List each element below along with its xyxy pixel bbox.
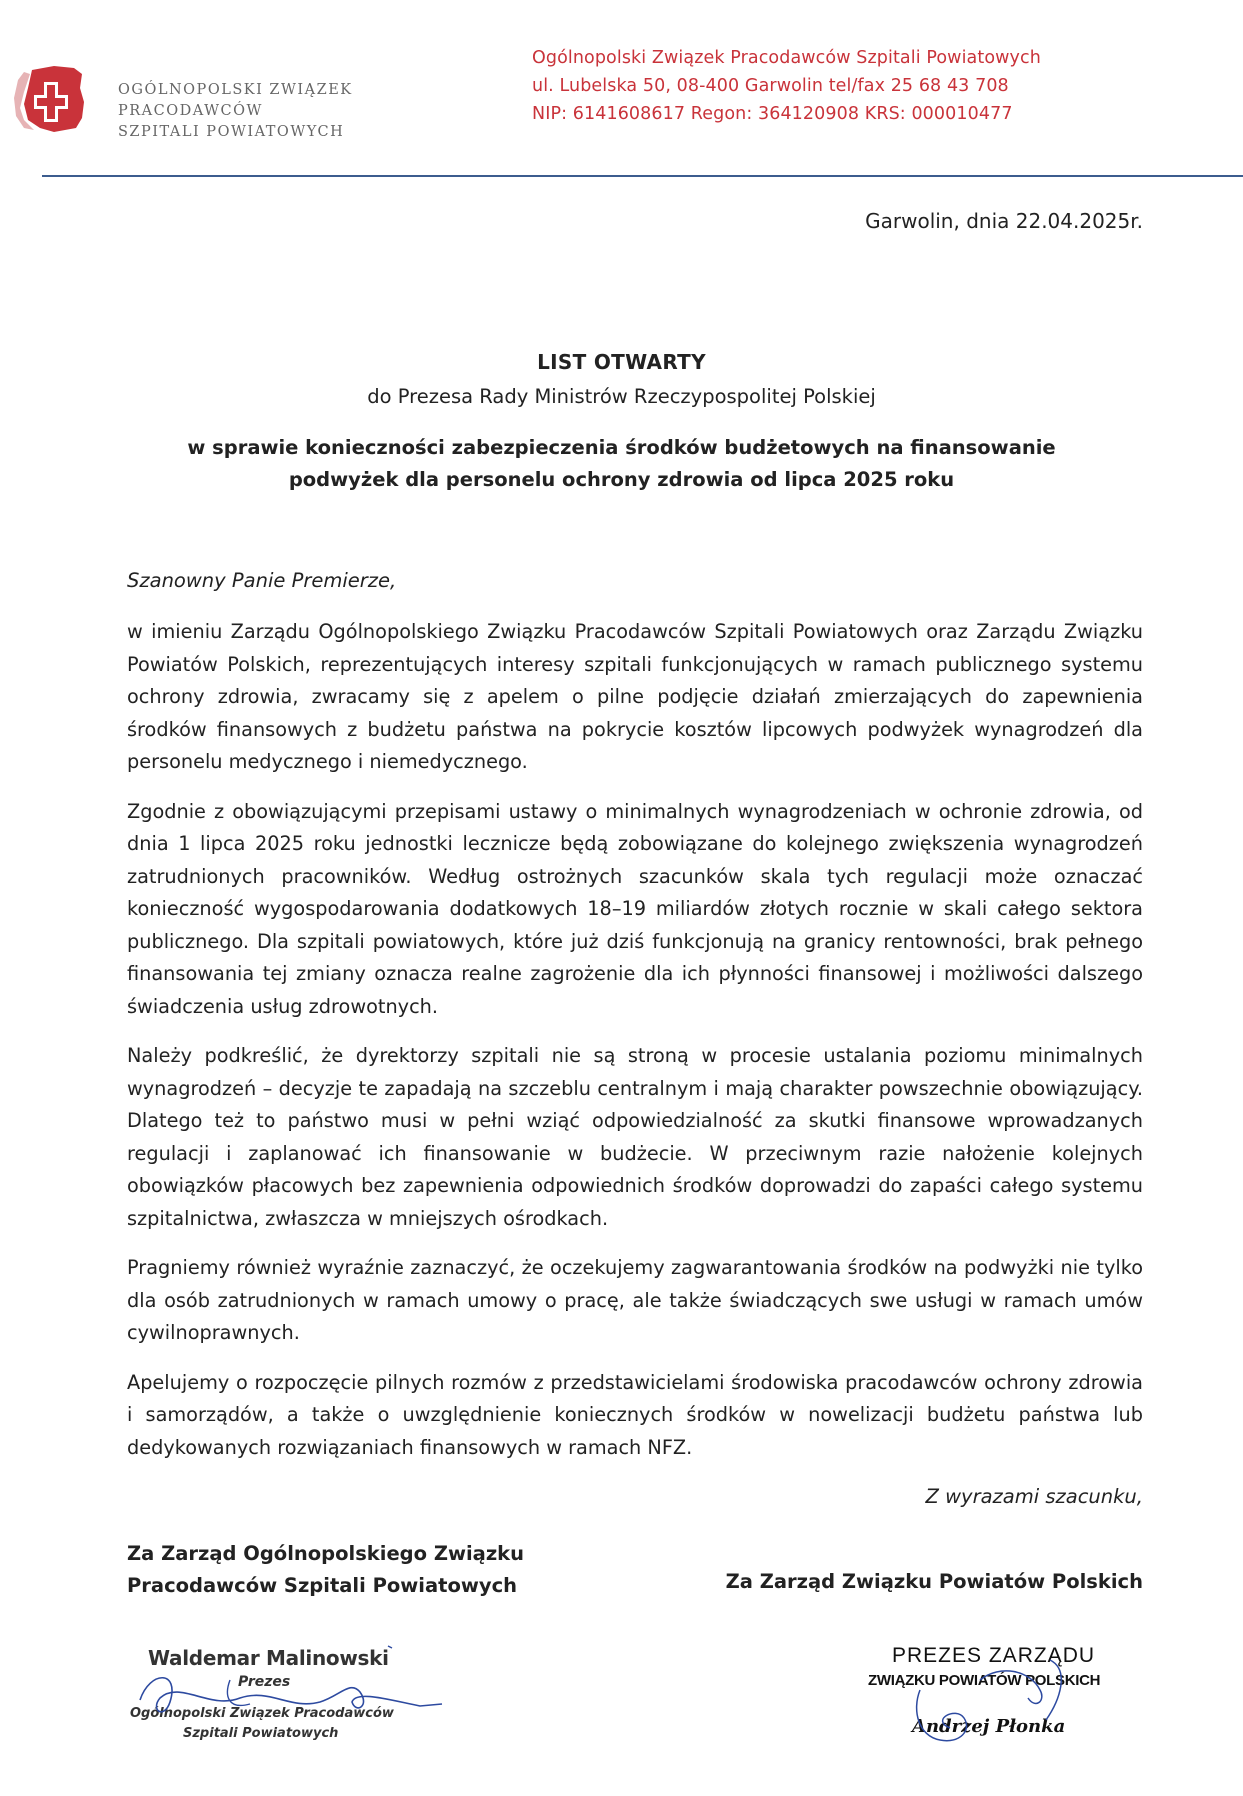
signatory-left-line-1: Za Zarząd Ogólnopolskiego Związku	[127, 1542, 525, 1565]
letter-date: Garwolin, dnia 22.04.2025r.	[865, 209, 1143, 233]
signatory-left	[127, 1538, 524, 1602]
stamp-right-line-2: ZWIĄZKU POWIATÓW POLSKICH	[868, 1672, 1101, 1689]
stamp-left-org-2: Szpitali Powiatowych	[183, 1726, 339, 1741]
signatory-left-line-2: Pracodawców Szpitali Powiatowych	[127, 1574, 518, 1597]
org-name: Ogólnopolski Związek Pracodawców Szpitali Powiatowych	[532, 48, 1041, 68]
logo-wordmark	[118, 80, 353, 143]
paragraph: Należy podkreślić, że dyrektorzy szpitali nie są stroną w procesie ustalania poziomu minimalnych wynagrodzeń – decyzje te zapadają na szczeblu centralnym i mają charakter powszechnie obowiązujący. Dlatego też to państwo musi w pełni wziąć odpowiedzialność za skutki finansowe wprowadzanych regulacji i zaplanować ich finansowanie w budżecie. W przeciwnym razie nałożenie kolejnych obowiązków płacowych bez zapewnienia odpowiednich środków doprowadzi do zapaści całego systemu szpitalnictwa, zwłaszcza w mniejszych ośrodkach.	[127, 1044, 1143, 1230]
stamp-right-name: Andrzej Płonka	[912, 1716, 1066, 1737]
letter-subject: w sprawie konieczności zabezpieczenia środków budżetowych na finansowanie podwyżek dla personelu ochrony zdrowia od lipca 2025 roku	[187, 436, 1056, 491]
organization-logo	[14, 58, 104, 148]
header-divider	[42, 175, 1243, 177]
stamp-right-line-1: PREZES ZARZĄDU	[892, 1644, 1096, 1667]
logo-line-2: PRACODAWCÓW	[118, 103, 263, 119]
org-address: ul. Lubelska 50, 08-400 Garwolin tel/fax 25 68 43 708	[532, 76, 1009, 96]
paragraph: Pragniemy również wyraźnie zaznaczyć, że oczekujemy zagwarantowania środków na podwyżki nie tylko dla osób zatrudnionych w ramach umowy o pracę, ale także świadczących swe usługi w ramach umów cywilnoprawnych.	[127, 1256, 1143, 1344]
letterhead-contact	[532, 44, 1041, 128]
signatory-right: Za Zarząd Związku Powiatów Polskich	[725, 1570, 1143, 1593]
salutation: Szanowny Panie Premierze,	[127, 569, 397, 592]
paragraph: Apelujemy o rozpoczęcie pilnych rozmów z przedstawicielami środowiska pracodawców ochrony zdrowia i samorządów, a także o uwzględnienie koniecznych środków w nowelizacji budżetu państwa lub dedykowanych rozwiązaniach finansowych w ramach NFZ.	[127, 1370, 1143, 1459]
letter-title: LIST OTWARTY	[537, 350, 706, 374]
stamp-left-role: Prezes	[238, 1674, 291, 1690]
org-ids: NIP: 6141608617 Regon: 364120908 KRS: 000010477	[532, 104, 1013, 124]
paragraph: Zgodnie z obowiązującymi przepisami ustawy o minimalnych wynagrodzeniach w ochronie zdrowia, od dnia 1 lipca 2025 roku jednostki lecznicze będą zobowiązane do kolejnego zwiększenia wynagrodzeń zatrudnionych pracowników. Według ostrożnych szacunków skala tych regulacji może oznaczać konieczność wygospodarowania dodatkowych 18–19 miliardów złotych rocznie w skali całego sektora publicznego. Dla szpitali powiatowych, które już dziś funkcjonują na granicy rentowności, brak pełnego finansowania tej zmiany oznacza realne zagrożenie dla ich płynności finansowej i możliwości dalszego świadczenia usług zdrowotnych.	[127, 799, 1143, 1018]
paragraph: w imieniu Zarządu Ogólnopolskiego Związku Pracodawców Szpitali Powiatowych oraz Zarządu Związku Powiatów Polskich, reprezentujących interesy szpitali funkcjonujących w ramach publicznego systemu ochrony zdrowia, zwracamy się z apelem o pilne podjęcie działań zmierzających do zapewnienia środków finansowych z budżetu państwa na pokrycie kosztów lipcowych podwyżek wynagrodzeń dla personelu medycznego i niemedycznego.	[127, 620, 1143, 773]
letter-body	[127, 616, 1143, 1481]
logo-line-1: OGÓLNOPOLSKI ZWIĄZEK	[118, 82, 353, 98]
closing: Z wyrazami szacunku,	[925, 1485, 1143, 1508]
signature-left-strokes	[120, 1640, 450, 1750]
stamp-left-name: Waldemar Malinowski	[148, 1646, 389, 1670]
stamp-left	[120, 1640, 450, 1750]
letter-addressee: do Prezesa Rady Ministrów Rzeczypospolitej Polskiej	[367, 385, 876, 408]
logo-line-3: SZPITALI POWIATOWYCH	[118, 124, 345, 140]
stamp-left-org-1: Ogólnopolski Związek Pracodawców	[130, 1706, 394, 1721]
stamp-right	[860, 1640, 1160, 1750]
signature-right-strokes	[860, 1640, 1160, 1750]
